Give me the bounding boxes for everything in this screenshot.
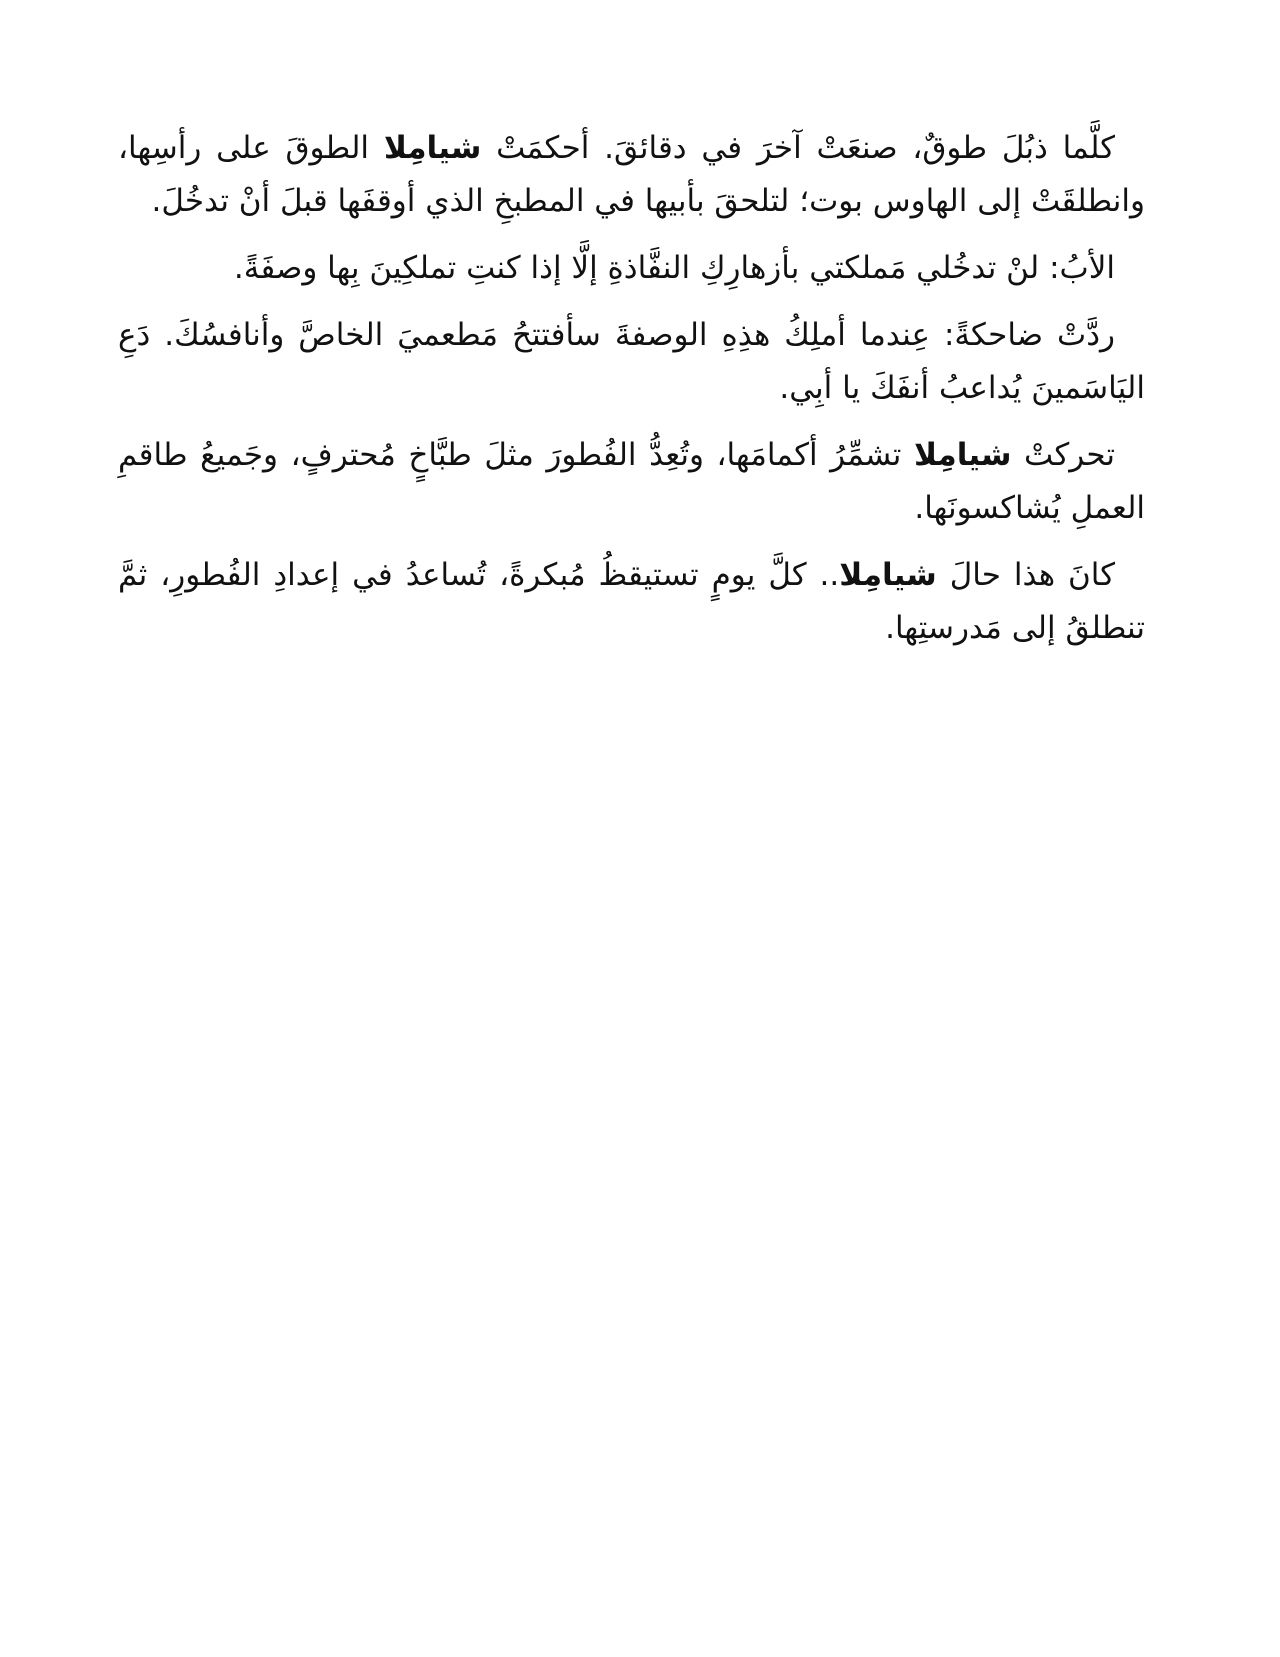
paragraph-5 [118, 549, 1145, 655]
paragraph-2 [118, 242, 1145, 295]
paragraph-3-text: ردَّتْ ضاحكةً: عِندما أملِكُ هذِهِ الوصفةَ سأفتتحُ مَطعميَ الخاصَّ وأنافسُكَ. دَعِ اليَاسَمينَ يُداعبُ أنفَكَ يا أبِي. [118, 317, 1145, 406]
paragraph-1-text-a: كلَّما ذبُلَ طوقٌ، صنعَتْ آخرَ في دقائقَ. أحكمَتْ [481, 130, 1115, 166]
story-text [118, 122, 1145, 669]
paragraph-5-text-a: كانَ هذا حالَ [936, 557, 1115, 593]
paragraph-4-text-b: تشمِّرُ أكمامَها، وتُعِدُّ الفُطورَ مثلَ طبَّاخٍ مُحترفٍ، وجَميعُ طاقمِ العملِ يُشاكسونَها. [118, 437, 1145, 526]
paragraph-1-text-b: الطوقَ على رأسِها، وانطلقَتْ إلى الهاوس بوت؛ لتلحقَ بأبيها في المطبخِ الذي أوقفَها قبلَ أنْ تدخُلَ. [118, 130, 1145, 219]
paragraph-2-text: الأبُ: لنْ تدخُلي مَملكتي بأزهارِكِ النفَّاذةِ إلَّا إذا كنتِ تملكِينَ بِها وصفَةً. [233, 250, 1115, 286]
character-name: شيامِلا [839, 557, 937, 593]
paragraph-4 [118, 429, 1145, 535]
paragraph-1 [118, 122, 1145, 228]
character-name: شيامِلا [913, 437, 1012, 473]
paragraph-5-text-b: .. كلَّ يومٍ تستيقظُ مُبكرةً، تُساعدُ في إعدادِ الفُطورِ، ثمَّ تنطلقُ إلى مَدرستِها. [118, 557, 1145, 646]
paragraph-4-text-a: تحركتْ [1011, 437, 1115, 473]
character-name: شيامِلا [383, 130, 482, 166]
paragraph-3 [118, 309, 1145, 415]
